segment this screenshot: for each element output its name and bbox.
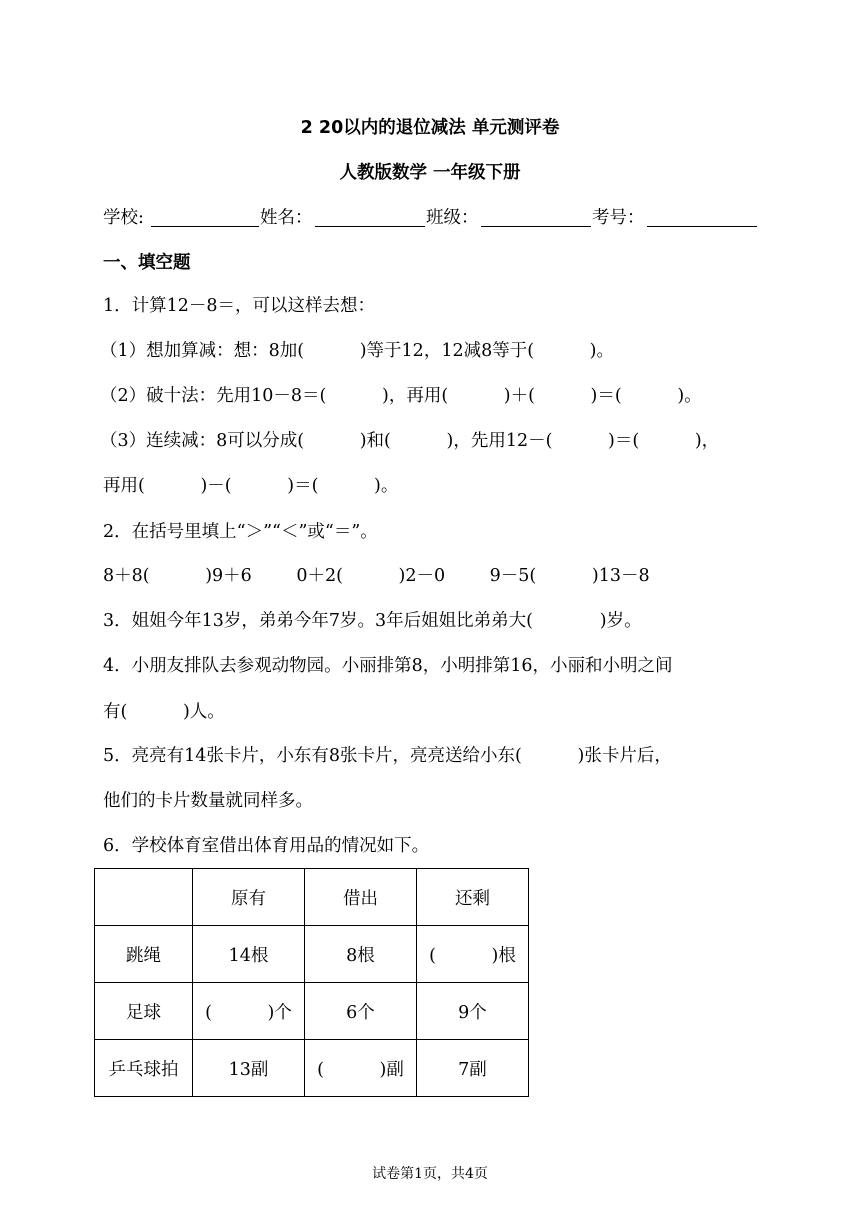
question-1-part-2: （2）破十法：先用10－8＝( )，再用( )＋( )＝( )。 (100, 386, 702, 406)
student-info-row (103, 204, 763, 232)
question-5: 5．亮亮有14张卡片，小东有8张卡片，亮亮送给小东( )张卡片后， (103, 746, 672, 766)
question-1-part-3-cont: 再用( )－( )＝( )。 (103, 476, 399, 496)
table-cell: 14根 (193, 926, 305, 983)
table-cell: 乒乓球拍 (95, 1040, 193, 1097)
question-3: 3．姐姐今年13岁，弟弟今年7岁。3年后姐姐比弟弟大( )岁。 (103, 611, 642, 631)
equipment-table (94, 868, 529, 1097)
question-1-part-3: （3）连续减：8可以分成( )和( )，先用12－( )＝( )， (100, 431, 720, 451)
table-row (95, 983, 529, 1040)
table-header-row (95, 869, 529, 926)
table-row (95, 1040, 529, 1097)
table-cell-blank[interactable]: ( )根 (417, 926, 529, 983)
number-label: 考号： (592, 208, 645, 228)
table-cell: 6个 (305, 983, 417, 1040)
table-cell: 9个 (417, 983, 529, 1040)
table-row (95, 926, 529, 983)
table-header-cell: 原有 (193, 869, 305, 926)
table-cell: 跳绳 (95, 926, 193, 983)
section-heading: 一、填空题 (103, 253, 191, 273)
question-4: 4．小朋友排队去参观动物园。小丽排第8，小明排第16，小丽和小明之间 (103, 656, 673, 676)
question-4-cont: 有( )人。 (103, 702, 225, 722)
table-cell-blank[interactable]: ( )副 (305, 1040, 417, 1097)
class-label: 班级： (426, 208, 479, 228)
name-blank[interactable] (315, 226, 425, 227)
question-1-part-1: （1）想加算减：想：8加( )等于12，12减8等于( )。 (100, 341, 615, 361)
exam-title: 2 20以内的退位减法 单元测评卷 (300, 118, 560, 138)
question-2: 2．在括号里填上“＞”“＜”或“＝”。 (103, 522, 378, 542)
table-header-cell: 还剩 (417, 869, 529, 926)
question-1: 1．计算12－8＝，可以这样去想： (103, 296, 376, 316)
table-cell: 7副 (417, 1040, 529, 1097)
table-header-cell: 借出 (305, 869, 417, 926)
exam-subtitle: 人教版数学 一年级下册 (339, 163, 521, 183)
table-cell: 13副 (193, 1040, 305, 1097)
question-6: 6．学校体育室借出体育用品的情况如下。 (103, 836, 430, 856)
question-5-cont: 他们的卡片数量就同样多。 (103, 791, 313, 811)
page-footer: 试卷第1页，共4页 (372, 1166, 488, 1182)
table-cell-blank[interactable]: ( )个 (193, 983, 305, 1040)
table-header-cell (95, 869, 193, 926)
number-blank[interactable] (647, 226, 757, 227)
question-2-items: 8＋8( )9＋6 0＋2( )2－0 9－5( )13－8 (103, 566, 650, 586)
school-blank[interactable] (151, 226, 259, 227)
school-label: 学校: (103, 208, 144, 228)
table-cell: 足球 (95, 983, 193, 1040)
table-cell: 8根 (305, 926, 417, 983)
name-label: 姓名： (260, 208, 313, 228)
class-blank[interactable] (481, 226, 591, 227)
